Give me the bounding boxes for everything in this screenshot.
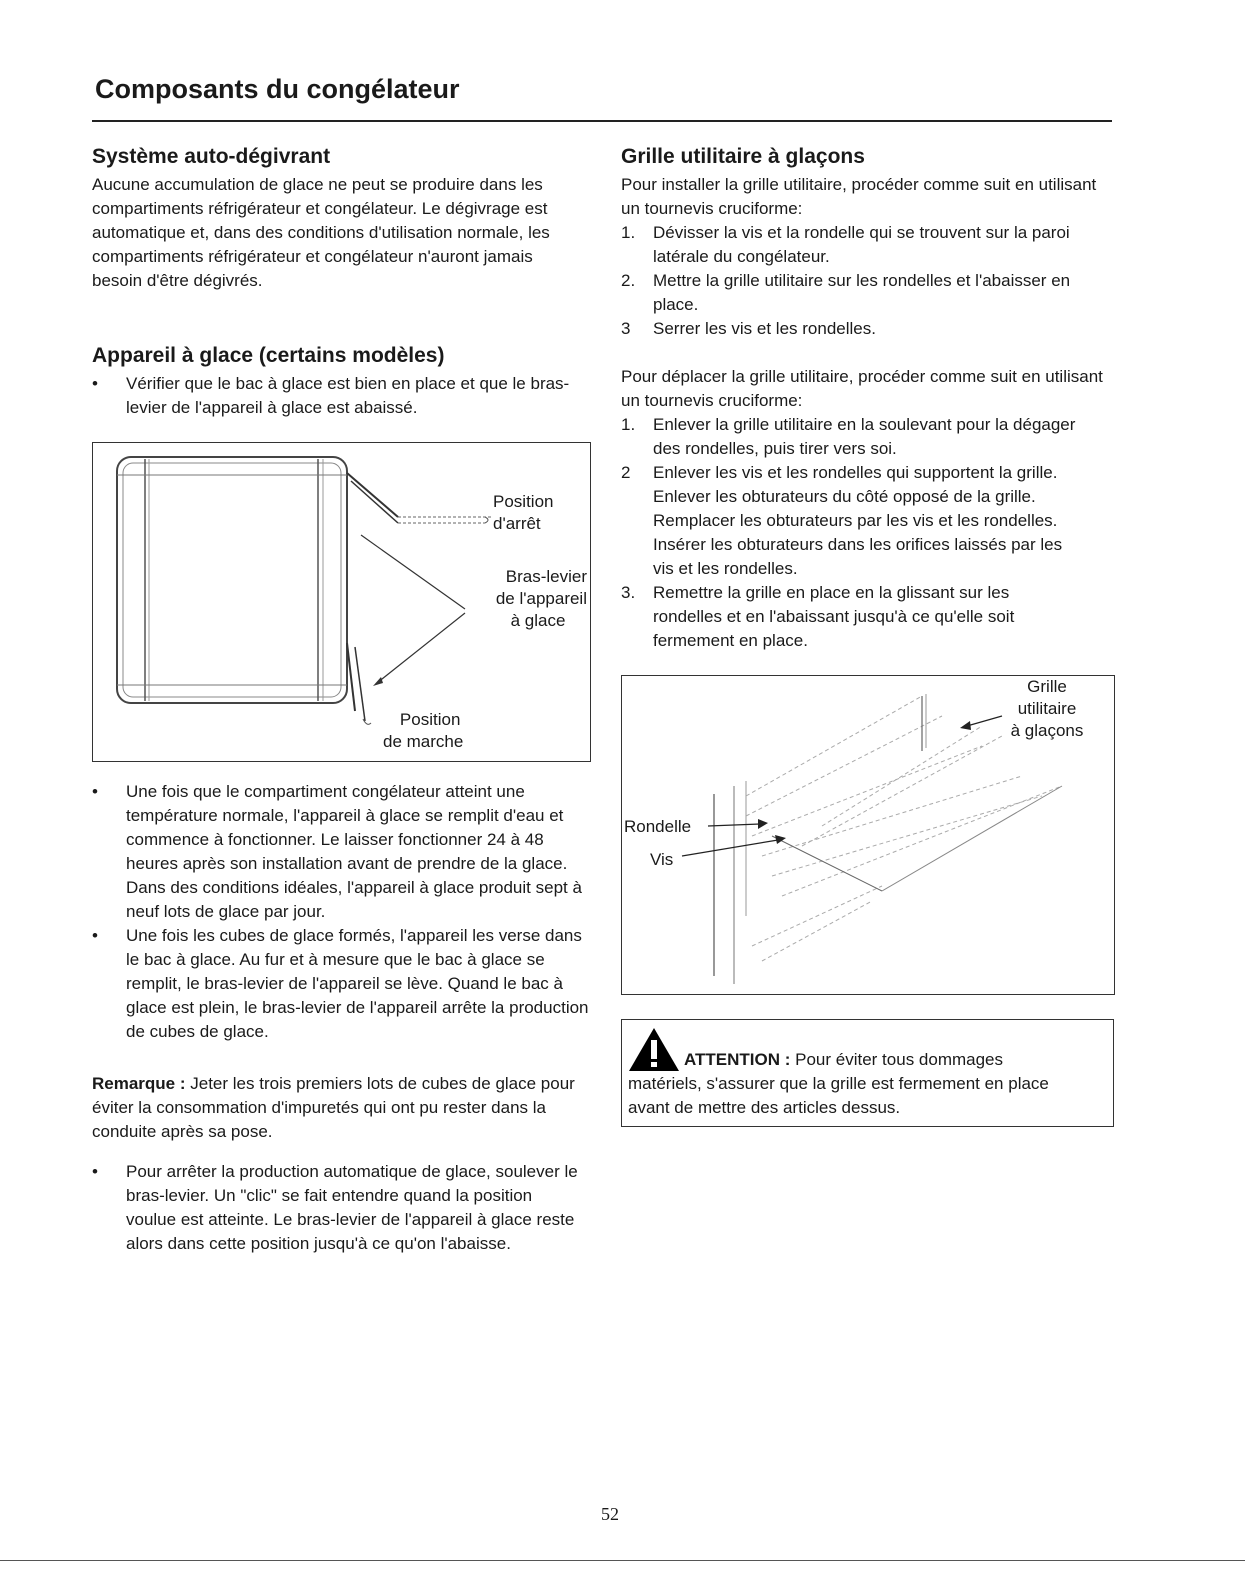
warning-text-line1: Pour éviter tous dommages xyxy=(790,1050,1004,1069)
ice-maker-bullet-operation: • Une fois que le compartiment congélateur atteint une température normale, l'appareil à glace se remplit d'eau et commence à fonctionner. Le laisser fonctionner 24 à 48 heures après son installation avant de prendre de la glace. Dans des conditions idéales, l'appareil à glace produit sept à neuf lots de glace par jour. xyxy=(92,780,592,924)
install-step: 3 Serrer les vis et les rondelles. xyxy=(621,319,876,338)
title-divider xyxy=(92,120,1112,122)
ice-maker-figure xyxy=(92,442,591,762)
install-step: 2. Mettre la grille utilitaire sur les rondelles et l'abaisser en place. xyxy=(621,271,1071,314)
ice-shelf-figure xyxy=(621,675,1115,995)
bottom-divider xyxy=(0,1560,1245,1561)
auto-defrost-heading: Système auto-dégivrant xyxy=(92,145,331,168)
warning-title: ATTENTION : xyxy=(684,1050,791,1069)
ice-maker-bullet-filling: • Une fois les cubes de glace formés, l'appareil les verse dans le bac à glace. Au fur et à mesure que le bac à glace se remplit, le bras-levier de l'appareil se lève. Quand le bac à glace est plein, le bras-levier de l'appareil arrête la production de cubes de glace. xyxy=(92,924,592,1044)
ice-maker-bullet-stop: • Pour arrêter la production automatique de glace, soulever le bras-levier. Un "clic" se fait entendre quand la position voulue est atteinte. Le bras-levier de l'appareil à glace reste alors dans cette position jusqu'à ce qu'on l'abaisse. xyxy=(92,1160,582,1256)
left-column xyxy=(92,144,592,1256)
ice-shelf-heading: Grille utilitaire à glaçons xyxy=(621,145,865,168)
run-position-label: Position de marche xyxy=(383,710,464,751)
install-step: 1. Dévisser la vis et la rondelle qui se trouvent sur la paroi latérale du congélateur. xyxy=(621,223,1070,266)
ice-maker-bullet-check: • Vérifier que le bac à glace est bien en place et que le bras-levier de l'appareil à glace est abaissé. xyxy=(92,372,582,420)
auto-defrost-section xyxy=(92,144,592,293)
stop-position-label: Position d'arrêt xyxy=(493,492,554,533)
lever-arm-label: Bras-levier de l'appareil à glace xyxy=(495,567,587,630)
ice-maker-note xyxy=(92,1072,577,1144)
warning-text: matériels, s'assurer que la grille est fermement en place avant de mettre des articles dessus. xyxy=(628,1074,1049,1117)
auto-defrost-text: Aucune accumulation de glace ne peut se produire dans les compartiments réfrigérateur et congélateur. Le dégivrage est automatique et, dans des conditions d'utilisation normale, les compartiments réfrigérateur et congélateur n'auront jamais besoin d'être dégivrés. xyxy=(92,175,550,290)
warning-triangle-icon xyxy=(628,1026,680,1072)
page-title: Composants du congélateur xyxy=(95,74,460,104)
ice-shelf-move-intro: Pour déplacer la grille utilitaire, procéder comme suit en utilisant un tournevis cruciforme: xyxy=(621,367,1103,410)
move-steps xyxy=(621,413,1081,653)
ice-maker-heading: Appareil à glace (certains modèles) xyxy=(92,344,445,367)
screw-label: Vis xyxy=(650,850,674,869)
move-step: 1. Enlever la grille utilitaire en la soulevant pour la dégager des rondelles, puis tirer vers soi. xyxy=(621,415,1076,458)
note-text: Jeter les trois premiers lots de cubes de glace pour éviter la consommation d'impuretés qui ont pu rester dans la conduite après sa pose. xyxy=(92,1074,575,1141)
move-step: 3. Remettre la grille en place en la glissant sur les rondelles et en l'abaissant jusqu'à ce qu'elle soit fermement en place. xyxy=(621,583,1015,650)
right-column xyxy=(621,144,1126,1127)
page-number: 52 xyxy=(601,1504,619,1524)
ice-shelf-section xyxy=(621,144,1126,1127)
move-step: 2 Enlever les vis et les rondelles qui supportent la grille. Enlever les obturateurs du côté opposé de la grille. Remplacer les obturateurs par les vis et les rondelles. Insérer les obturateurs dans les orifices laissés par les vis et les rondelles. xyxy=(621,463,1063,578)
install-steps xyxy=(621,221,1116,341)
ice-maker-section xyxy=(92,343,592,1256)
note-label: Remarque : xyxy=(92,1074,186,1093)
warning-box xyxy=(621,1019,1114,1127)
washer-label: Rondelle xyxy=(624,817,692,836)
ice-shelf-install-intro: Pour installer la grille utilitaire, procéder comme suit en utilisant un tournevis cruciforme: xyxy=(621,175,1097,218)
ice-shelf-label: Grille utilitaire à glaçons xyxy=(1010,677,1084,740)
